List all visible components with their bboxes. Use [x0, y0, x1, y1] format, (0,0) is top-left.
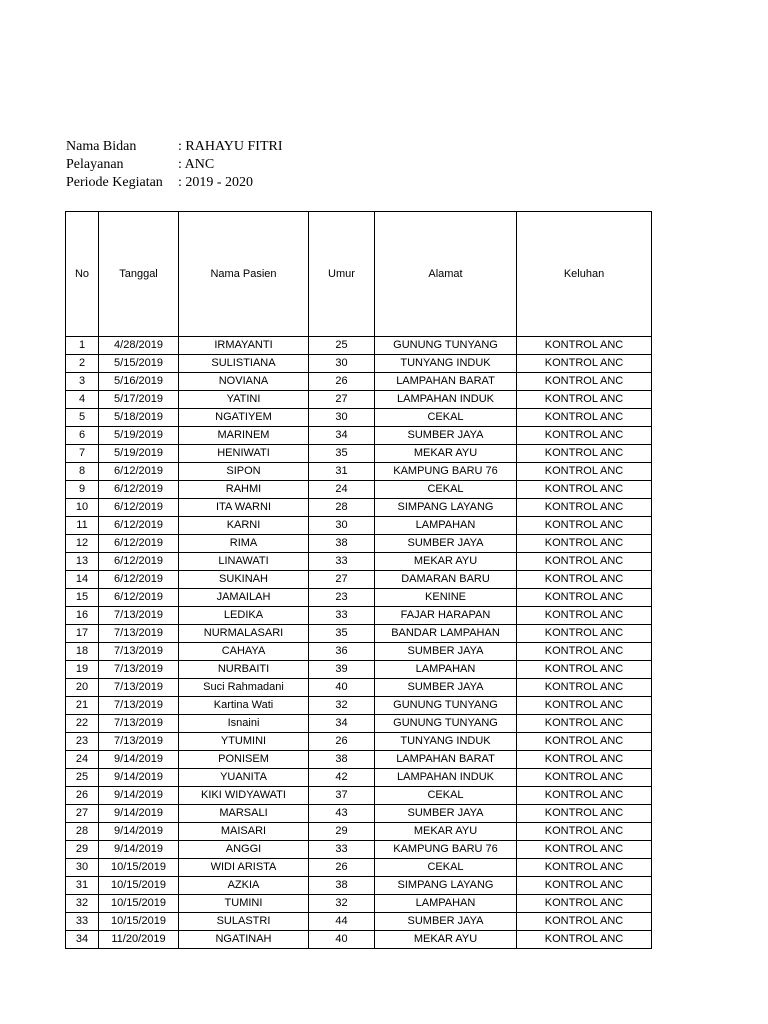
patient-table: [65, 211, 652, 949]
cell-no: 17: [66, 625, 99, 643]
cell-umur: 34: [309, 427, 375, 445]
table-row: [66, 823, 652, 841]
cell-alamat: SUMBER JAYA: [375, 913, 517, 931]
table-row: [66, 517, 652, 535]
cell-alamat: SUMBER JAYA: [375, 805, 517, 823]
cell-tanggal: 5/16/2019: [99, 373, 179, 391]
cell-umur: 43: [309, 805, 375, 823]
cell-keluhan: KONTROL ANC: [517, 571, 652, 589]
cell-alamat: FAJAR HARAPAN: [375, 607, 517, 625]
cell-no: 22: [66, 715, 99, 733]
cell-no: 34: [66, 931, 99, 949]
table-row: [66, 589, 652, 607]
cell-no: 6: [66, 427, 99, 445]
table-row: [66, 913, 652, 931]
cell-no: 33: [66, 913, 99, 931]
cell-keluhan: KONTROL ANC: [517, 805, 652, 823]
cell-tanggal: 4/28/2019: [99, 337, 179, 355]
cell-keluhan: KONTROL ANC: [517, 715, 652, 733]
cell-umur: 36: [309, 643, 375, 661]
cell-tanggal: 6/12/2019: [99, 553, 179, 571]
cell-alamat: KAMPUNG BARU 76: [375, 841, 517, 859]
cell-no: 30: [66, 859, 99, 877]
cell-alamat: LAMPAHAN INDUK: [375, 769, 517, 787]
header-alamat: Alamat: [375, 212, 517, 337]
cell-umur: 35: [309, 445, 375, 463]
info-label: Nama Bidan: [66, 139, 137, 154]
cell-nama-pasien: MARINEM: [179, 427, 309, 445]
cell-no: 4: [66, 391, 99, 409]
table-row: [66, 841, 652, 859]
cell-umur: 30: [309, 517, 375, 535]
cell-no: 12: [66, 535, 99, 553]
cell-tanggal: 6/12/2019: [99, 535, 179, 553]
cell-keluhan: KONTROL ANC: [517, 697, 652, 715]
cell-no: 26: [66, 787, 99, 805]
cell-nama-pasien: SULISTIANA: [179, 355, 309, 373]
cell-keluhan: KONTROL ANC: [517, 355, 652, 373]
cell-no: 24: [66, 751, 99, 769]
table-row: [66, 427, 652, 445]
cell-umur: 23: [309, 589, 375, 607]
cell-tanggal: 7/13/2019: [99, 643, 179, 661]
cell-nama-pasien: RAHMI: [179, 481, 309, 499]
cell-nama-pasien: Isnaini: [179, 715, 309, 733]
table-row: [66, 463, 652, 481]
cell-tanggal: 7/13/2019: [99, 661, 179, 679]
cell-alamat: LAMPAHAN BARAT: [375, 373, 517, 391]
table-row: [66, 715, 652, 733]
cell-umur: 26: [309, 859, 375, 877]
cell-umur: 25: [309, 337, 375, 355]
cell-keluhan: KONTROL ANC: [517, 589, 652, 607]
cell-tanggal: 9/14/2019: [99, 787, 179, 805]
cell-umur: 38: [309, 877, 375, 895]
cell-tanggal: 6/12/2019: [99, 517, 179, 535]
table-row: [66, 607, 652, 625]
cell-keluhan: KONTROL ANC: [517, 841, 652, 859]
cell-keluhan: KONTROL ANC: [517, 751, 652, 769]
cell-umur: 40: [309, 931, 375, 949]
cell-no: 23: [66, 733, 99, 751]
cell-umur: 38: [309, 535, 375, 553]
table-row: [66, 661, 652, 679]
header-keluhan: Keluhan: [517, 212, 652, 337]
cell-no: 3: [66, 373, 99, 391]
cell-no: 32: [66, 895, 99, 913]
cell-umur: 35: [309, 625, 375, 643]
cell-alamat: GUNUNG TUNYANG: [375, 337, 517, 355]
table-row: [66, 625, 652, 643]
cell-nama-pasien: WIDI ARISTA: [179, 859, 309, 877]
cell-umur: 27: [309, 391, 375, 409]
cell-no: 29: [66, 841, 99, 859]
cell-keluhan: KONTROL ANC: [517, 445, 652, 463]
cell-keluhan: KONTROL ANC: [517, 427, 652, 445]
cell-no: 9: [66, 481, 99, 499]
cell-alamat: TUNYANG INDUK: [375, 733, 517, 751]
cell-nama-pasien: KIKI WIDYAWATI: [179, 787, 309, 805]
cell-alamat: TUNYANG INDUK: [375, 355, 517, 373]
cell-tanggal: 6/12/2019: [99, 463, 179, 481]
cell-alamat: LAMPAHAN: [375, 517, 517, 535]
cell-keluhan: KONTROL ANC: [517, 913, 652, 931]
header-umur: Umur: [309, 212, 375, 337]
cell-umur: 37: [309, 787, 375, 805]
cell-keluhan: KONTROL ANC: [517, 733, 652, 751]
table-header-row: [66, 212, 652, 337]
info-row-pelayanan: [66, 156, 283, 174]
cell-no: 25: [66, 769, 99, 787]
cell-umur: 28: [309, 499, 375, 517]
cell-keluhan: KONTROL ANC: [517, 535, 652, 553]
table-row: [66, 409, 652, 427]
cell-keluhan: KONTROL ANC: [517, 499, 652, 517]
cell-alamat: DAMARAN BARU: [375, 571, 517, 589]
cell-alamat: MEKAR AYU: [375, 823, 517, 841]
cell-tanggal: 9/14/2019: [99, 841, 179, 859]
cell-alamat: LAMPAHAN INDUK: [375, 391, 517, 409]
cell-no: 31: [66, 877, 99, 895]
cell-tanggal: 5/18/2019: [99, 409, 179, 427]
cell-nama-pasien: NGATINAH: [179, 931, 309, 949]
cell-no: 2: [66, 355, 99, 373]
cell-nama-pasien: AZKIA: [179, 877, 309, 895]
cell-nama-pasien: JAMAILAH: [179, 589, 309, 607]
cell-umur: 33: [309, 607, 375, 625]
cell-nama-pasien: LINAWATI: [179, 553, 309, 571]
cell-nama-pasien: Kartina Wati: [179, 697, 309, 715]
cell-umur: 34: [309, 715, 375, 733]
cell-nama-pasien: IRMAYANTI: [179, 337, 309, 355]
cell-tanggal: 10/15/2019: [99, 859, 179, 877]
cell-keluhan: KONTROL ANC: [517, 769, 652, 787]
cell-keluhan: KONTROL ANC: [517, 643, 652, 661]
info-value: : 2019 - 2020: [178, 175, 254, 190]
cell-keluhan: KONTROL ANC: [517, 373, 652, 391]
table-row: [66, 337, 652, 355]
cell-tanggal: 7/13/2019: [99, 625, 179, 643]
cell-nama-pasien: SUKINAH: [179, 571, 309, 589]
cell-no: 5: [66, 409, 99, 427]
table-row: [66, 859, 652, 877]
table-row: [66, 697, 652, 715]
table-row: [66, 553, 652, 571]
cell-nama-pasien: NURBAITI: [179, 661, 309, 679]
cell-no: 8: [66, 463, 99, 481]
cell-nama-pasien: YATINI: [179, 391, 309, 409]
cell-umur: 24: [309, 481, 375, 499]
cell-nama-pasien: SIPON: [179, 463, 309, 481]
cell-tanggal: 7/13/2019: [99, 607, 179, 625]
table-row: [66, 391, 652, 409]
cell-keluhan: KONTROL ANC: [517, 391, 652, 409]
table-row: [66, 931, 652, 949]
cell-umur: 30: [309, 355, 375, 373]
cell-tanggal: 6/12/2019: [99, 589, 179, 607]
cell-nama-pasien: CAHAYA: [179, 643, 309, 661]
cell-umur: 31: [309, 463, 375, 481]
cell-umur: 44: [309, 913, 375, 931]
cell-alamat: MEKAR AYU: [375, 445, 517, 463]
cell-nama-pasien: Suci Rahmadani: [179, 679, 309, 697]
info-value: : ANC: [178, 157, 215, 172]
cell-tanggal: 5/15/2019: [99, 355, 179, 373]
table-row: [66, 643, 652, 661]
table-row: [66, 355, 652, 373]
cell-nama-pasien: MAISARI: [179, 823, 309, 841]
cell-nama-pasien: SULASTRI: [179, 913, 309, 931]
cell-tanggal: 6/12/2019: [99, 571, 179, 589]
table-row: [66, 733, 652, 751]
cell-no: 19: [66, 661, 99, 679]
cell-alamat: MEKAR AYU: [375, 553, 517, 571]
cell-alamat: CEKAL: [375, 787, 517, 805]
cell-umur: 33: [309, 553, 375, 571]
cell-umur: 32: [309, 697, 375, 715]
cell-tanggal: 5/19/2019: [99, 445, 179, 463]
cell-keluhan: KONTROL ANC: [517, 895, 652, 913]
cell-alamat: SIMPANG LAYANG: [375, 877, 517, 895]
cell-tanggal: 9/14/2019: [99, 751, 179, 769]
cell-no: 20: [66, 679, 99, 697]
cell-tanggal: 6/12/2019: [99, 499, 179, 517]
cell-no: 11: [66, 517, 99, 535]
cell-no: 27: [66, 805, 99, 823]
cell-tanggal: 9/14/2019: [99, 769, 179, 787]
cell-no: 10: [66, 499, 99, 517]
table-row: [66, 481, 652, 499]
header-nama-pasien: Nama Pasien: [179, 212, 309, 337]
cell-nama-pasien: MARSALI: [179, 805, 309, 823]
cell-umur: 38: [309, 751, 375, 769]
table-row: [66, 877, 652, 895]
cell-tanggal: 7/13/2019: [99, 697, 179, 715]
table-row: [66, 805, 652, 823]
cell-keluhan: KONTROL ANC: [517, 607, 652, 625]
cell-umur: 27: [309, 571, 375, 589]
cell-tanggal: 5/17/2019: [99, 391, 179, 409]
cell-alamat: GUNUNG TUNYANG: [375, 697, 517, 715]
cell-umur: 29: [309, 823, 375, 841]
info-row-bidan: [66, 138, 283, 156]
cell-tanggal: 9/14/2019: [99, 805, 179, 823]
cell-umur: 40: [309, 679, 375, 697]
cell-keluhan: KONTROL ANC: [517, 823, 652, 841]
table-row: [66, 571, 652, 589]
table-row: [66, 445, 652, 463]
cell-alamat: SUMBER JAYA: [375, 535, 517, 553]
cell-no: 21: [66, 697, 99, 715]
cell-nama-pasien: LEDIKA: [179, 607, 309, 625]
cell-umur: 32: [309, 895, 375, 913]
cell-umur: 26: [309, 373, 375, 391]
cell-nama-pasien: NURMALASARI: [179, 625, 309, 643]
cell-keluhan: KONTROL ANC: [517, 877, 652, 895]
cell-alamat: BANDAR LAMPAHAN: [375, 625, 517, 643]
info-label: Pelayanan: [66, 157, 124, 172]
cell-alamat: KAMPUNG BARU 76: [375, 463, 517, 481]
cell-alamat: GUNUNG TUNYANG: [375, 715, 517, 733]
cell-keluhan: KONTROL ANC: [517, 337, 652, 355]
cell-nama-pasien: KARNI: [179, 517, 309, 535]
cell-alamat: LAMPAHAN BARAT: [375, 751, 517, 769]
table-body: [66, 337, 652, 949]
cell-tanggal: 11/20/2019: [99, 931, 179, 949]
table-row: [66, 373, 652, 391]
cell-tanggal: 5/19/2019: [99, 427, 179, 445]
cell-no: 7: [66, 445, 99, 463]
cell-tanggal: 10/15/2019: [99, 913, 179, 931]
cell-tanggal: 7/13/2019: [99, 733, 179, 751]
cell-tanggal: 10/15/2019: [99, 895, 179, 913]
table-row: [66, 769, 652, 787]
table-row: [66, 895, 652, 913]
report-info: [66, 138, 283, 192]
cell-alamat: LAMPAHAN: [375, 895, 517, 913]
cell-no: 28: [66, 823, 99, 841]
cell-nama-pasien: RIMA: [179, 535, 309, 553]
cell-nama-pasien: PONISEM: [179, 751, 309, 769]
cell-keluhan: KONTROL ANC: [517, 859, 652, 877]
cell-no: 16: [66, 607, 99, 625]
table-row: [66, 499, 652, 517]
cell-umur: 33: [309, 841, 375, 859]
cell-no: 14: [66, 571, 99, 589]
cell-keluhan: KONTROL ANC: [517, 661, 652, 679]
cell-no: 18: [66, 643, 99, 661]
cell-alamat: MEKAR AYU: [375, 931, 517, 949]
cell-alamat: SIMPANG LAYANG: [375, 499, 517, 517]
cell-tanggal: 6/12/2019: [99, 481, 179, 499]
cell-nama-pasien: NGATIYEM: [179, 409, 309, 427]
cell-nama-pasien: HENIWATI: [179, 445, 309, 463]
cell-no: 15: [66, 589, 99, 607]
table-row: [66, 751, 652, 769]
cell-keluhan: KONTROL ANC: [517, 481, 652, 499]
table-row: [66, 535, 652, 553]
cell-alamat: CEKAL: [375, 859, 517, 877]
table-row: [66, 787, 652, 805]
cell-alamat: CEKAL: [375, 409, 517, 427]
cell-tanggal: 7/13/2019: [99, 679, 179, 697]
cell-tanggal: 7/13/2019: [99, 715, 179, 733]
cell-keluhan: KONTROL ANC: [517, 787, 652, 805]
cell-nama-pasien: ITA WARNI: [179, 499, 309, 517]
cell-nama-pasien: YUANITA: [179, 769, 309, 787]
cell-nama-pasien: ANGGI: [179, 841, 309, 859]
cell-umur: 42: [309, 769, 375, 787]
cell-nama-pasien: TUMINI: [179, 895, 309, 913]
cell-keluhan: KONTROL ANC: [517, 679, 652, 697]
cell-alamat: CEKAL: [375, 481, 517, 499]
cell-alamat: SUMBER JAYA: [375, 427, 517, 445]
cell-alamat: SUMBER JAYA: [375, 679, 517, 697]
cell-keluhan: KONTROL ANC: [517, 931, 652, 949]
cell-tanggal: 10/15/2019: [99, 877, 179, 895]
cell-no: 13: [66, 553, 99, 571]
header-tanggal: Tanggal: [99, 212, 179, 337]
cell-keluhan: KONTROL ANC: [517, 625, 652, 643]
cell-umur: 39: [309, 661, 375, 679]
cell-alamat: KENINE: [375, 589, 517, 607]
cell-nama-pasien: YTUMINI: [179, 733, 309, 751]
table-row: [66, 679, 652, 697]
cell-alamat: LAMPAHAN: [375, 661, 517, 679]
cell-keluhan: KONTROL ANC: [517, 463, 652, 481]
cell-keluhan: KONTROL ANC: [517, 553, 652, 571]
info-label: Periode Kegiatan: [66, 175, 163, 190]
cell-keluhan: KONTROL ANC: [517, 517, 652, 535]
cell-umur: 30: [309, 409, 375, 427]
info-value: : RAHAYU FITRI: [178, 139, 283, 154]
cell-nama-pasien: NOVIANA: [179, 373, 309, 391]
cell-tanggal: 9/14/2019: [99, 823, 179, 841]
cell-alamat: SUMBER JAYA: [375, 643, 517, 661]
cell-no: 1: [66, 337, 99, 355]
info-row-periode: [66, 174, 283, 192]
cell-umur: 26: [309, 733, 375, 751]
cell-keluhan: KONTROL ANC: [517, 409, 652, 427]
header-no: No: [66, 212, 99, 337]
